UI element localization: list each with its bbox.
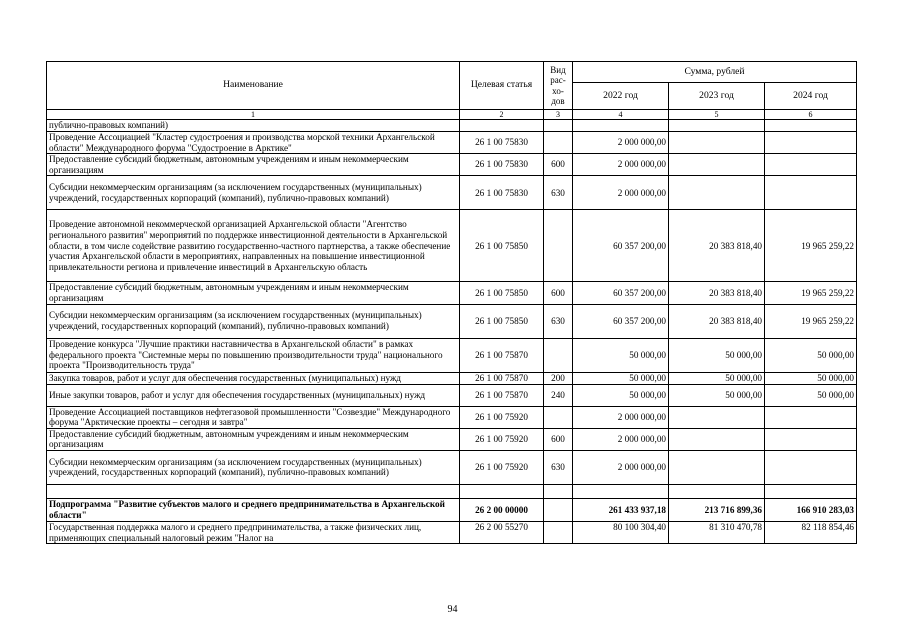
cell-expense-type: 600	[544, 282, 573, 304]
cell-name	[47, 484, 460, 498]
cell-sum-2024: 19 965 259,22	[765, 282, 857, 304]
header-target-article: Целевая статья	[460, 62, 544, 110]
header-sum: Сумма, рублей	[573, 62, 857, 83]
cell-expense-type	[544, 120, 573, 132]
table-row	[47, 406, 857, 428]
cell-name: Проведение Ассоциацией поставщиков нефтегазовой промышленности "Созвездие" Международного форума "Арктические проекты – сегодня и завтра"	[47, 406, 460, 428]
cell-expense-type	[544, 498, 573, 521]
cell-sum-2022: 80 100 304,40	[573, 521, 669, 543]
cell-expense-type	[544, 132, 573, 154]
cell-sum-2024: 82 118 854,46	[765, 521, 857, 543]
cell-target-article	[460, 484, 544, 498]
table-row	[47, 498, 857, 521]
cell-sum-2024: 50 000,00	[765, 372, 857, 384]
cell-name: Иные закупки товаров, работ и услуг для обеспечения государственных (муниципальных) нужд	[47, 384, 460, 406]
cell-sum-2023	[669, 154, 765, 176]
table-row	[47, 372, 857, 384]
cell-sum-2022: 60 357 200,00	[573, 210, 669, 282]
cell-sum-2022: 50 000,00	[573, 372, 669, 384]
cell-sum-2022: 60 357 200,00	[573, 282, 669, 304]
table-row	[47, 120, 857, 132]
header-expense-type: Вид рас-хо-дов	[544, 62, 573, 110]
cell-target-article: 26 1 00 75870	[460, 372, 544, 384]
cell-sum-2023	[669, 120, 765, 132]
cell-sum-2024	[765, 484, 857, 498]
cell-name: Проведение конкурса "Лучшие практики наставничества в Архангельской области" в рамках федерального проекта "Системные меры по повышению производительности труда" национального проекта "Производительность труда"	[47, 338, 460, 372]
cell-target-article: 26 1 00 75830	[460, 132, 544, 154]
cell-sum-2023: 20 383 818,40	[669, 282, 765, 304]
cell-sum-2022: 50 000,00	[573, 338, 669, 372]
cell-sum-2023	[669, 484, 765, 498]
cell-sum-2023: 50 000,00	[669, 384, 765, 406]
column-number: 1	[47, 110, 460, 120]
cell-target-article: 26 1 00 75830	[460, 176, 544, 210]
cell-sum-2022: 60 357 200,00	[573, 304, 669, 338]
cell-expense-type: 630	[544, 176, 573, 210]
cell-sum-2023: 50 000,00	[669, 372, 765, 384]
cell-name: Предоставление субсидий бюджетным, автономным учреждениям и иным некоммерческим организациям	[47, 428, 460, 450]
cell-sum-2023: 20 383 818,40	[669, 210, 765, 282]
cell-sum-2022: 261 433 937,18	[573, 498, 669, 521]
cell-sum-2023: 20 383 818,40	[669, 304, 765, 338]
table-row	[47, 450, 857, 484]
cell-sum-2022: 50 000,00	[573, 384, 669, 406]
column-number: 2	[460, 110, 544, 120]
table-row	[47, 176, 857, 210]
cell-expense-type: 600	[544, 154, 573, 176]
cell-expense-type: 630	[544, 450, 573, 484]
column-number: 3	[544, 110, 573, 120]
cell-sum-2022: 2 000 000,00	[573, 428, 669, 450]
cell-name: Государственная поддержка малого и среднего предпринимательства, а также физических лиц, применяющих специальный налоговый режим "Налог на	[47, 521, 460, 543]
cell-sum-2022	[573, 120, 669, 132]
cell-name: Закупка товаров, работ и услуг для обеспечения государственных (муниципальных) нужд	[47, 372, 460, 384]
cell-sum-2024	[765, 428, 857, 450]
cell-target-article: 26 1 00 75870	[460, 384, 544, 406]
table-row	[47, 210, 857, 282]
cell-expense-type	[544, 521, 573, 543]
cell-sum-2022: 2 000 000,00	[573, 406, 669, 428]
cell-target-article: 26 1 00 75850	[460, 210, 544, 282]
header-year-2023: 2023 год	[669, 83, 765, 110]
cell-target-article: 26 1 00 75920	[460, 406, 544, 428]
cell-target-article: 26 1 00 75850	[460, 304, 544, 338]
cell-target-article	[460, 120, 544, 132]
cell-sum-2023: 50 000,00	[669, 338, 765, 372]
cell-sum-2023	[669, 406, 765, 428]
cell-target-article: 26 2 00 55270	[460, 521, 544, 543]
cell-target-article: 26 1 00 75870	[460, 338, 544, 372]
budget-table	[46, 61, 857, 544]
cell-name: Предоставление субсидий бюджетным, автономным учреждениям и иным некоммерческим организациям	[47, 154, 460, 176]
cell-target-article: 26 1 00 75920	[460, 450, 544, 484]
cell-expense-type: 200	[544, 372, 573, 384]
table-row	[47, 384, 857, 406]
table-row	[47, 484, 857, 498]
cell-sum-2023: 81 310 470,78	[669, 521, 765, 543]
cell-sum-2024	[765, 176, 857, 210]
cell-sum-2024	[765, 154, 857, 176]
cell-expense-type	[544, 210, 573, 282]
header-year-2022: 2022 год	[573, 83, 669, 110]
column-number: 6	[765, 110, 857, 120]
cell-sum-2024: 19 965 259,22	[765, 210, 857, 282]
cell-expense-type	[544, 484, 573, 498]
cell-expense-type: 630	[544, 304, 573, 338]
cell-sum-2024	[765, 132, 857, 154]
table-row	[47, 132, 857, 154]
table-row	[47, 521, 857, 543]
cell-sum-2023: 213 716 899,36	[669, 498, 765, 521]
cell-name: Субсидии некоммерческим организациям (за исключением государственных (муниципальных) учреждений, государственных корпораций (компаний), публично-правовых компаний)	[47, 176, 460, 210]
cell-name: Предоставление субсидий бюджетным, автономным учреждениям и иным некоммерческим организациям	[47, 282, 460, 304]
cell-expense-type: 600	[544, 428, 573, 450]
cell-expense-type	[544, 406, 573, 428]
cell-sum-2024	[765, 450, 857, 484]
cell-sum-2024: 50 000,00	[765, 384, 857, 406]
cell-sum-2023	[669, 450, 765, 484]
cell-sum-2022: 2 000 000,00	[573, 132, 669, 154]
cell-name: Субсидии некоммерческим организациям (за исключением государственных (муниципальных) учреждений, государственных корпораций (компаний), публично-правовых компаний)	[47, 304, 460, 338]
table-row	[47, 304, 857, 338]
table-row	[47, 154, 857, 176]
cell-sum-2024	[765, 406, 857, 428]
cell-sum-2024: 166 910 283,03	[765, 498, 857, 521]
header-year-2024: 2024 год	[765, 83, 857, 110]
page-number: 94	[447, 604, 458, 615]
cell-sum-2024	[765, 120, 857, 132]
cell-name: Проведение Ассоциацией "Кластер судостроения и производства морской техники Архангельской области" Международного форума "Судостроение в Арктике"	[47, 132, 460, 154]
cell-sum-2024: 50 000,00	[765, 338, 857, 372]
cell-name: публично-правовых компаний)	[47, 120, 460, 132]
cell-sum-2023	[669, 132, 765, 154]
cell-sum-2024: 19 965 259,22	[765, 304, 857, 338]
cell-target-article: 26 1 00 75850	[460, 282, 544, 304]
cell-name: Субсидии некоммерческим организациям (за исключением государственных (муниципальных) учреждений, государственных корпораций (компаний), публично-правовых компаний)	[47, 450, 460, 484]
cell-sum-2022: 2 000 000,00	[573, 450, 669, 484]
cell-target-article: 26 2 00 00000	[460, 498, 544, 521]
cell-sum-2022	[573, 484, 669, 498]
cell-target-article: 26 1 00 75920	[460, 428, 544, 450]
column-number: 5	[669, 110, 765, 120]
header-name: Наименование	[47, 62, 460, 110]
cell-sum-2023	[669, 428, 765, 450]
table-row	[47, 428, 857, 450]
cell-name: Подпрограмма "Развитие субъектов малого и среднего предпринимательства в Архангельской области"	[47, 498, 460, 521]
cell-name: Проведение автономной некоммерческой организацией Архангельской области "Агентство регионального развития" мероприятий по поддержке инвестиционной деятельности в Архангельской области, в том числе содействие развитию государственно-частного партнерства, а также обеспечение участия Архангельской области в мероприятиях, направленных на повышение инвестиционной привлекательности региона и привлечение инвестиций в Архангельскую область	[47, 210, 460, 282]
cell-sum-2022: 2 000 000,00	[573, 154, 669, 176]
cell-sum-2022: 2 000 000,00	[573, 176, 669, 210]
cell-target-article: 26 1 00 75830	[460, 154, 544, 176]
table-row	[47, 282, 857, 304]
cell-expense-type: 240	[544, 384, 573, 406]
cell-sum-2023	[669, 176, 765, 210]
table-row	[47, 338, 857, 372]
column-number: 4	[573, 110, 669, 120]
cell-expense-type	[544, 338, 573, 372]
